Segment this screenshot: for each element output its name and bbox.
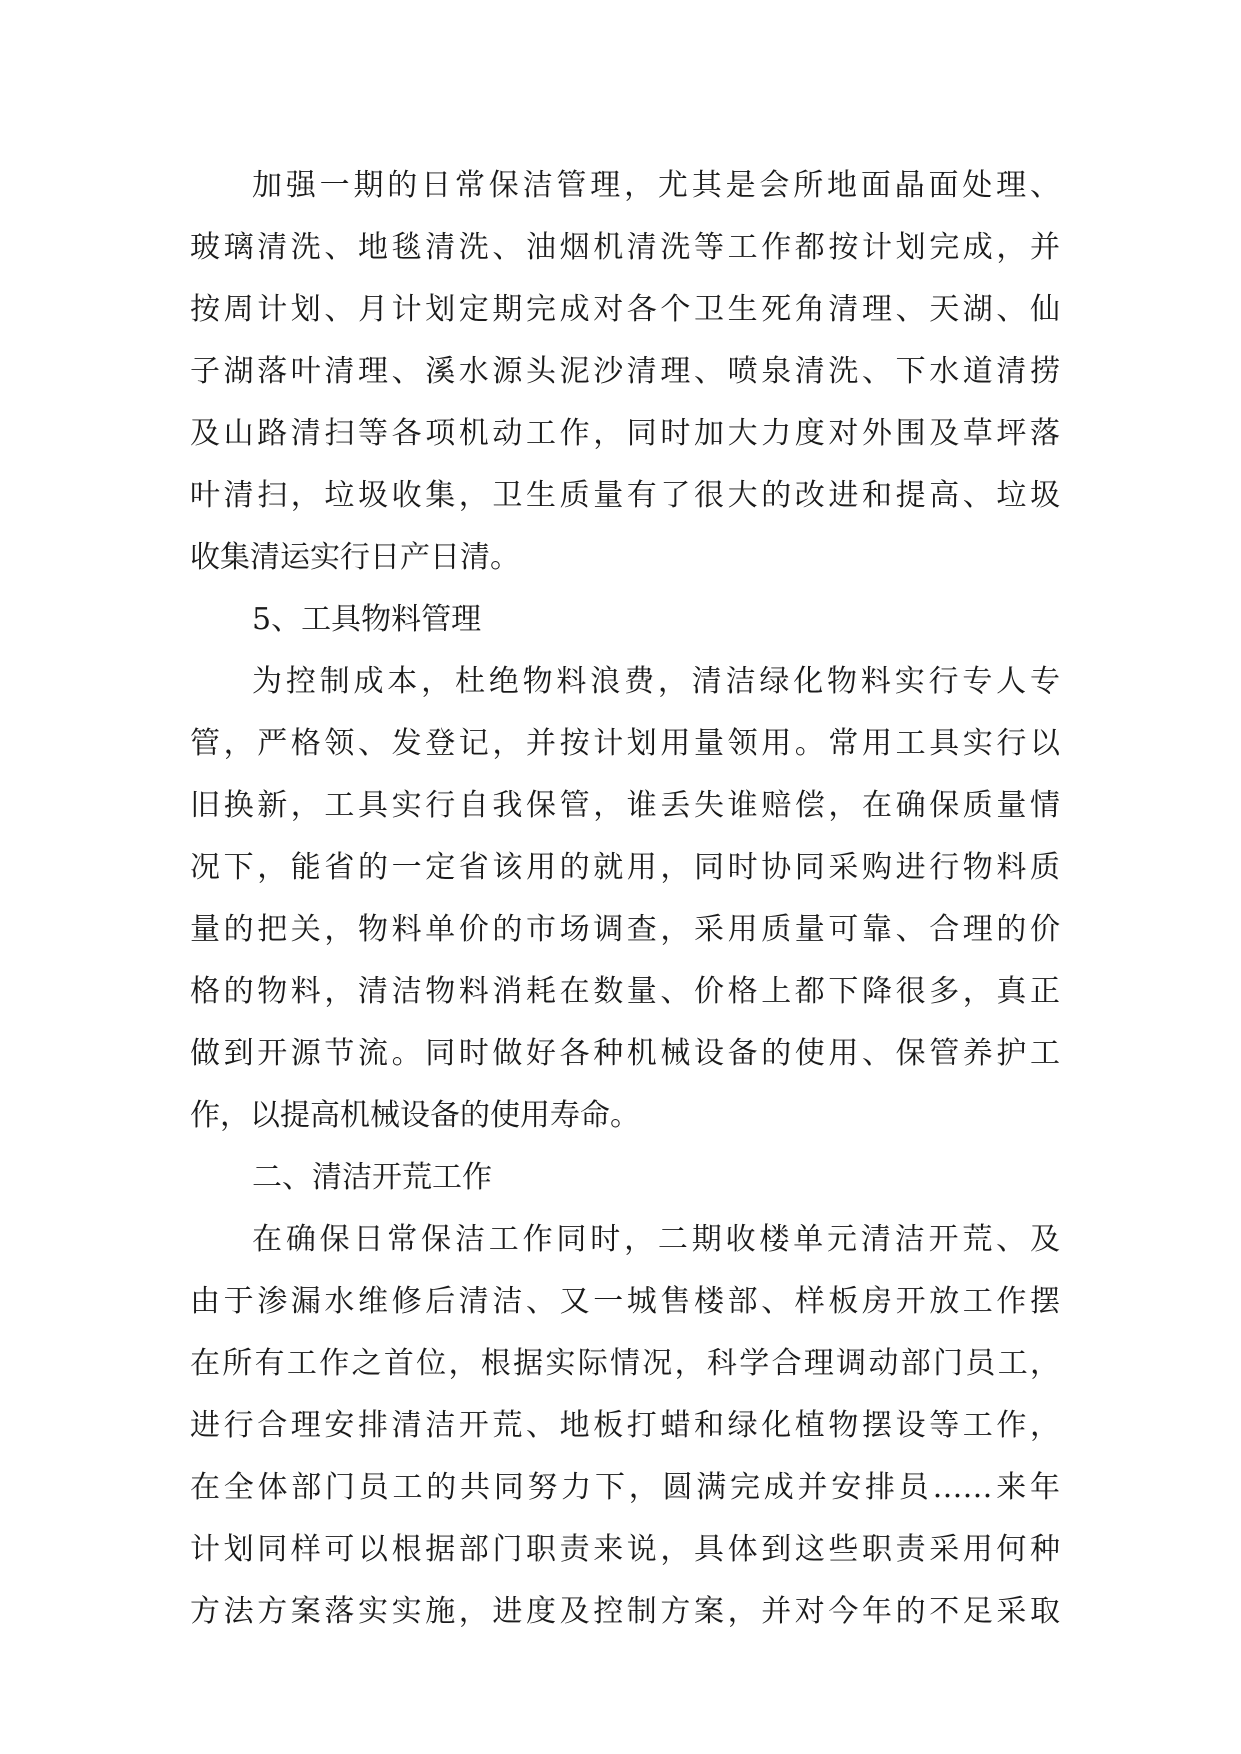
paragraph-line: 为控制成本，杜绝物料浪费，清洁绿化物料实行专人专 <box>252 664 1060 699</box>
paragraph-line: 子湖落叶清理、溪水源头泥沙清理、喷泉清洗、下水道清捞 <box>190 354 1060 389</box>
paragraph-line: 格的物料，清洁物料消耗在数量、价格上都下降很多，真正 <box>190 974 1060 1009</box>
paragraph-line: 做到开源节流。同时做好各种机械设备的使用、保管养护工 <box>190 1036 1060 1071</box>
paragraph-line: 方法方案落实实施，进度及控制方案，并对今年的不足采取 <box>190 1594 1060 1629</box>
paragraph-line: 量的把关，物料单价的市场调查，采用质量可靠、合理的价 <box>190 912 1060 947</box>
paragraph-line: 收集清运实行日产日清。 <box>190 540 520 575</box>
paragraph-line: 玻璃清洗、地毯清洗、油烟机清洗等工作都按计划完成，并 <box>190 230 1060 265</box>
paragraph-line: 计划同样可以根据部门职责来说，具体到这些职责采用何种 <box>190 1532 1060 1567</box>
paragraph-line: 作，以提高机械设备的使用寿命。 <box>190 1098 640 1133</box>
paragraph-line: 按周计划、月计划定期完成对各个卫生死角清理、天湖、仙 <box>190 292 1060 327</box>
document-body <box>190 155 1060 1643</box>
paragraph-line: 在全体部门员工的共同努力下，圆满完成并安排员……来年 <box>190 1470 1060 1505</box>
paragraph-line: 加强一期的日常保洁管理，尤其是会所地面晶面处理、 <box>252 168 1060 203</box>
paragraph-line: 况下，能省的一定省该用的就用，同时协同采购进行物料质 <box>190 850 1060 885</box>
paragraph-line: 进行合理安排清洁开荒、地板打蜡和绿化植物摆设等工作， <box>190 1408 1060 1443</box>
paragraph-line: 旧换新，工具实行自我保管，谁丢失谁赔偿，在确保质量情 <box>190 788 1060 823</box>
paragraph-line: 管，严格领、发登记，并按计划用量领用。常用工具实行以 <box>190 726 1060 761</box>
paragraph-line: 在所有工作之首位，根据实际情况，科学合理调动部门员工， <box>190 1346 1060 1381</box>
paragraph-line: 由于渗漏水维修后清洁、又一城售楼部、样板房开放工作摆 <box>190 1284 1060 1319</box>
section-heading: 5、工具物料管理 <box>252 602 482 637</box>
paragraph-line: 及山路清扫等各项机动工作，同时加大力度对外围及草坪落 <box>190 416 1060 451</box>
section-heading: 二、清洁开荒工作 <box>252 1160 492 1195</box>
paragraph-line: 在确保日常保洁工作同时，二期收楼单元清洁开荒、及 <box>252 1222 1060 1257</box>
paragraph-line: 叶清扫，垃圾收集，卫生质量有了很大的改进和提高、垃圾 <box>190 478 1060 513</box>
